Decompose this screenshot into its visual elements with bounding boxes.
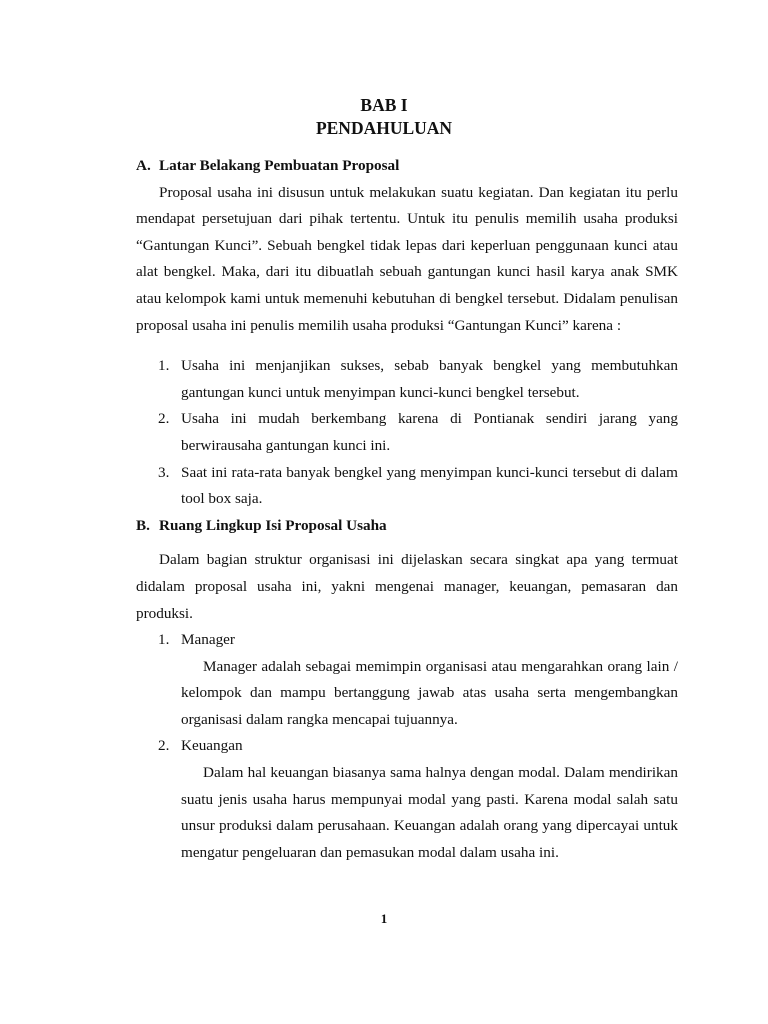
list-item-text: Usaha ini menjanjikan sukses, sebab banyak bengkel yang membutuhkan gantungan kunci untuk menyimpan kunci-kunci bengkel tersebut. [181, 357, 678, 401]
section-b-label: B. [136, 516, 150, 534]
keuangan-description: Dalam hal keuangan biasanya sama halnya dengan modal. Dalam mendirikan suatu jenis usaha harus mempunyai modal yang pasti. Karena modal salah satu unsur produksi dalam perusahaan. Keuangan adalah orang yang dipercayai untuk mengatur pengeluaran dan pemasukan modal dalam usaha ini. [181, 764, 678, 861]
section-b-heading [136, 513, 678, 540]
chapter-number: BAB I [360, 95, 408, 115]
list-item [136, 733, 678, 760]
section-b-title: Ruang Lingkup Isi Proposal Usaha [159, 516, 387, 534]
section-a-label: A. [136, 157, 151, 174]
list-item-text: Usaha ini mudah berkembang karena di Pontianak sendiri jarang yang berwirausaha gantungan kunci ini. [181, 410, 678, 454]
scope-list [136, 627, 678, 654]
list-item-number: 3. [158, 463, 170, 481]
list-item [136, 460, 678, 513]
section-a-paragraph: Proposal usaha ini disusun untuk melakukan suatu kegiatan. Dan kegiatan itu perlu mendapat persetujuan dari pihak tertentu. Untuk itu penulis memilih usaha produksi “Gantungan Kunci”. Sebuah bengkel tidak lepas dari keperluan penggunaan kunci atau alat bengkel. Maka, dari itu dibuatlah sebuah gantungan kunci hasil karya anak SMK atau kelompok kami untuk memenuhi kebutuhan di bengkel tersebut. Didalam penulisan proposal usaha ini penulis memilih usaha produksi “Gantungan Kunci” karena : [136, 183, 678, 334]
list-item-number: 1. [158, 631, 170, 649]
reasons-list [136, 353, 678, 513]
section-a-title: Latar Belakang Pembuatan Proposal [159, 157, 400, 174]
list-item-number: 2. [158, 410, 170, 428]
document-body [136, 153, 678, 866]
manager-description: Manager adalah sebagai memimpin organisasi atau mengarahkan orang lain / kelompok dan mampu bertanggung jawab atas usaha serta mengembangkan organisasi dalam rangka mencapai tujuannya. [181, 657, 678, 728]
section-a-heading [136, 153, 678, 180]
list-item-number: 1. [158, 357, 170, 375]
list-item-title: Keuangan [181, 737, 243, 755]
list-item-number: 2. [158, 737, 170, 755]
chapter-title: PENDAHULUAN [315, 118, 453, 138]
list-item-title: Manager [181, 631, 235, 649]
page-number: 1 [380, 911, 388, 926]
section-b-paragraph: Dalam bagian struktur organisasi ini dijelaskan secara singkat apa yang termuat didalam proposal usaha ini, yakni mengenai manager, keuangan, pemasaran dan produksi. [136, 551, 678, 622]
list-item [136, 353, 678, 406]
scope-list-2 [136, 733, 678, 760]
list-item [136, 406, 678, 459]
list-item-text: Saat ini rata-rata banyak bengkel yang menyimpan kunci-kunci tersebut di dalam tool box saja. [181, 463, 678, 508]
list-item [136, 627, 678, 654]
